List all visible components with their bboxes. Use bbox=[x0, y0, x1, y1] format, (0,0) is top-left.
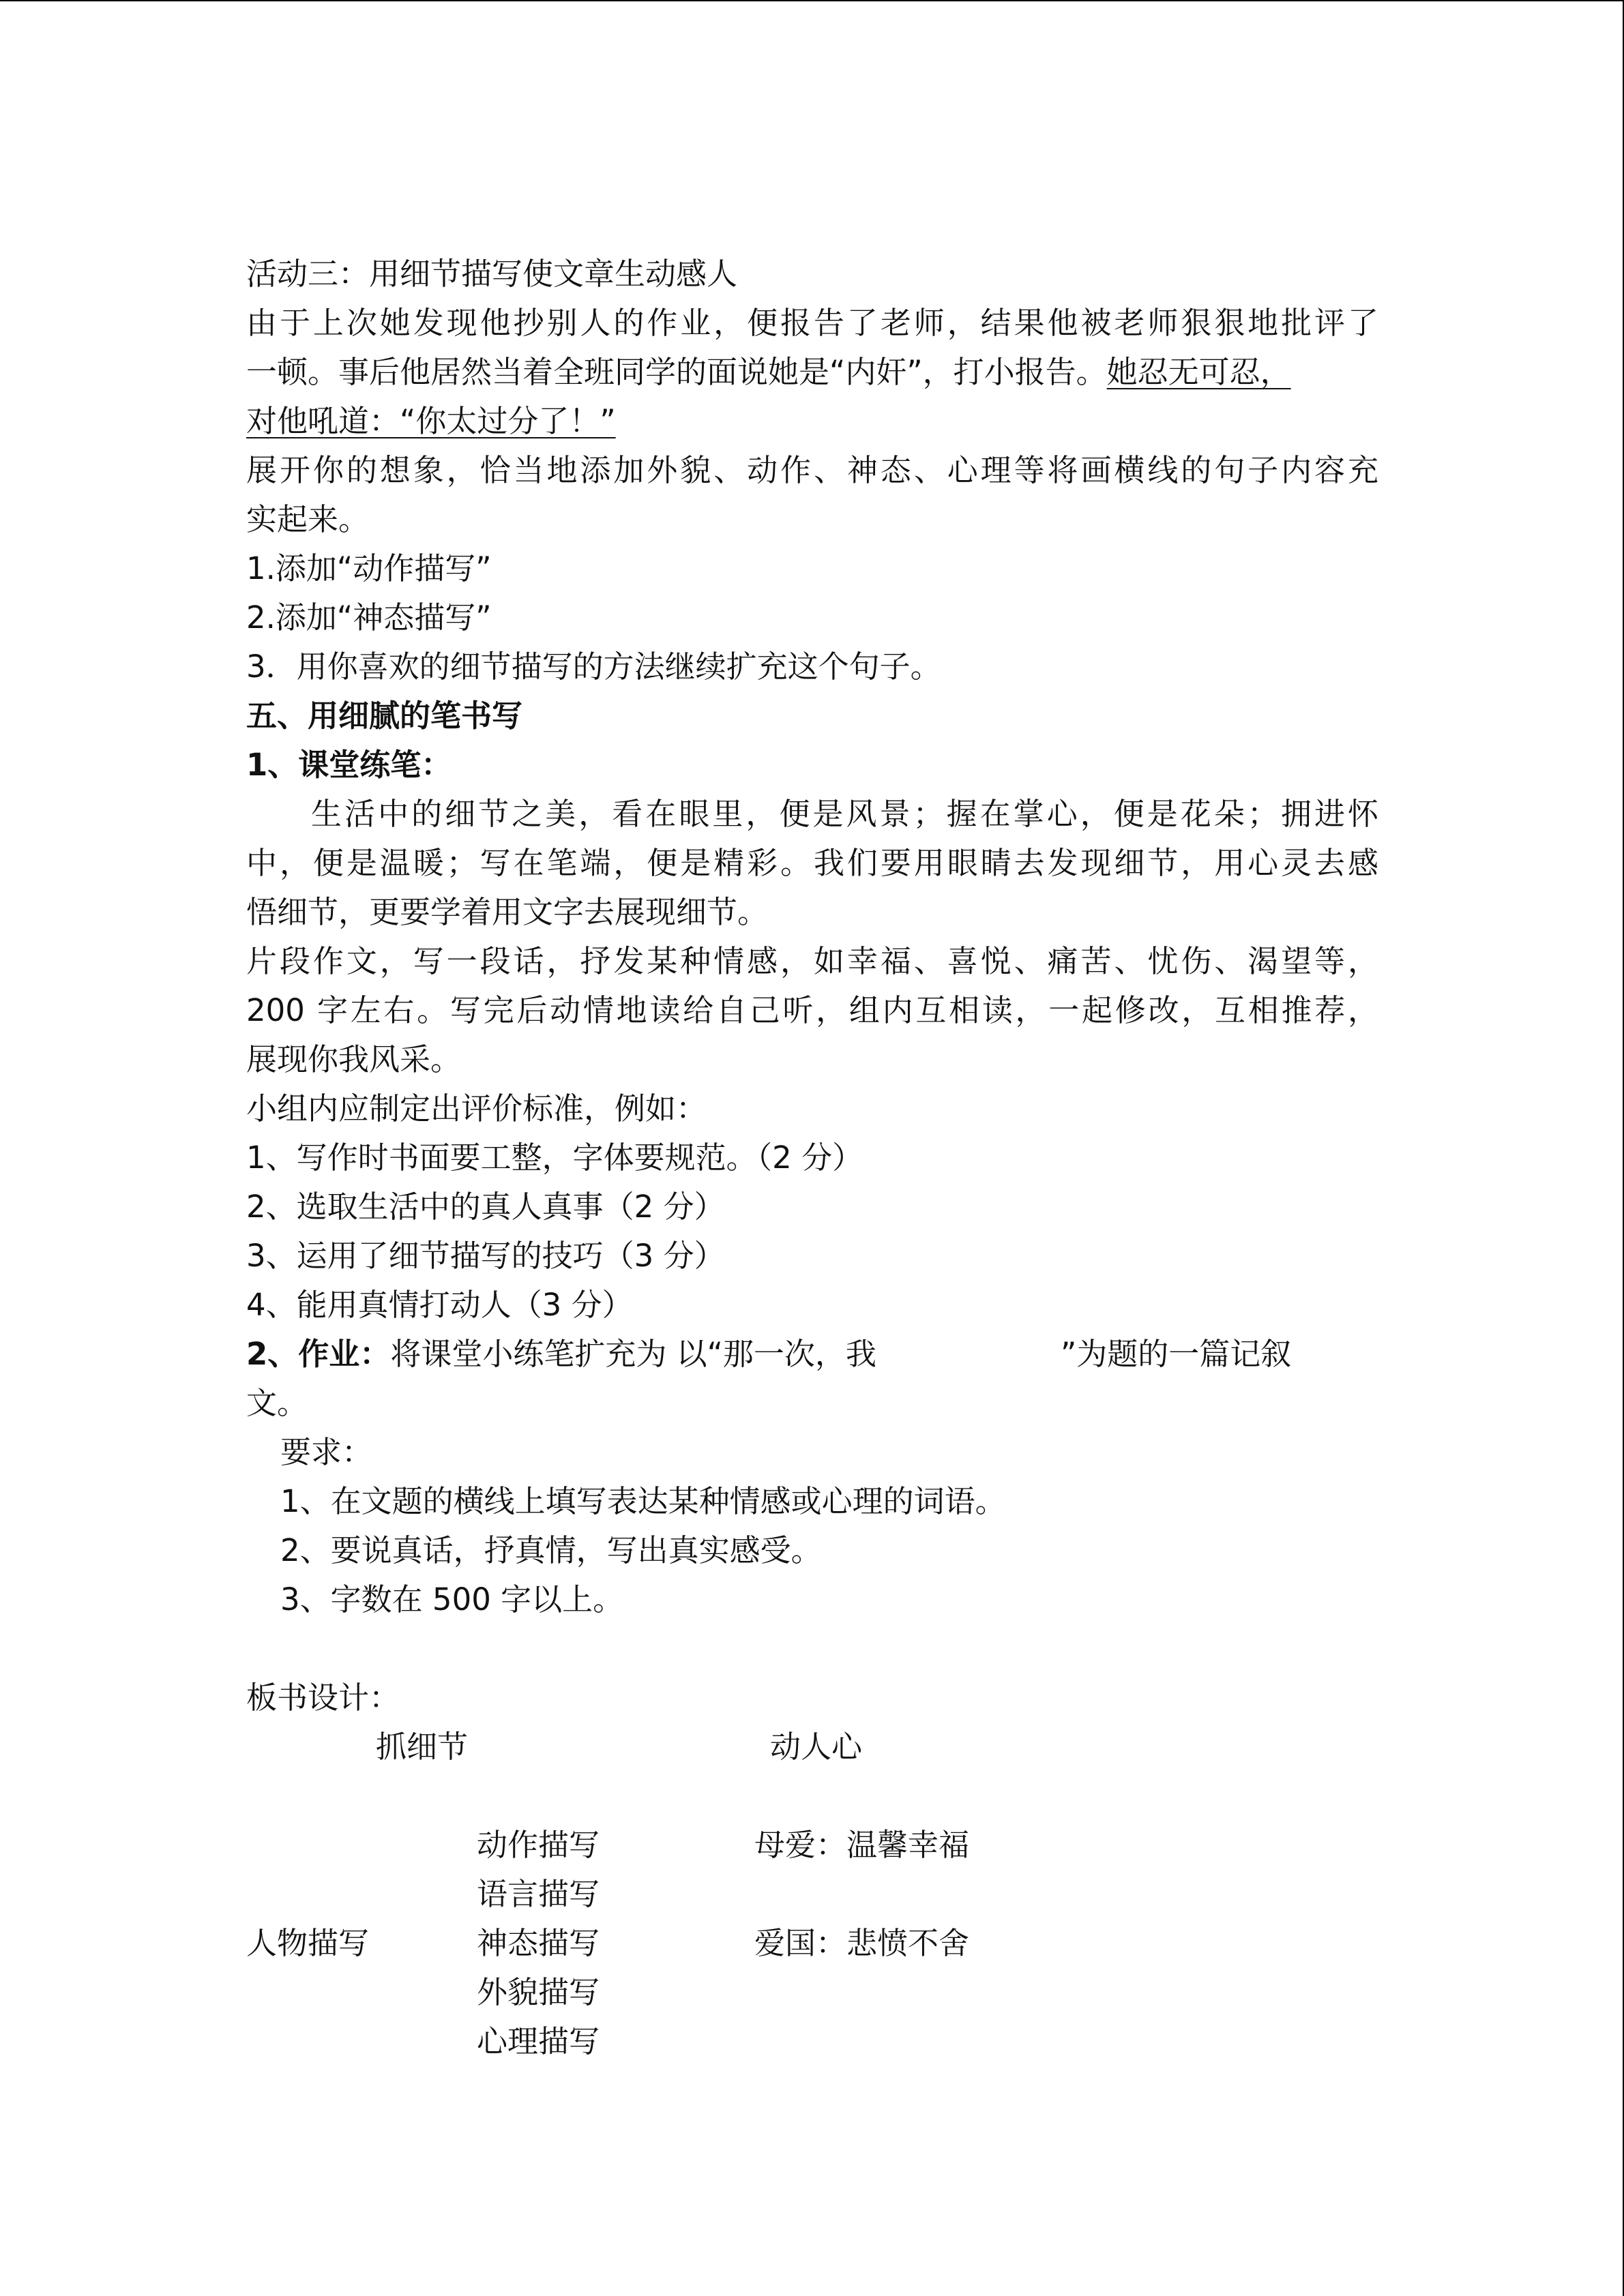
homework-text-part-2: ”为题的一篇记叙 bbox=[1060, 1336, 1292, 1372]
requirements-label: 要求： bbox=[280, 1434, 373, 1470]
board-design-label: 板书设计： bbox=[246, 1680, 400, 1716]
underlined-sentence-part-1: 她忍无可忍， bbox=[1106, 354, 1291, 390]
requirement-3: 3、字数在 500 字以上。 bbox=[280, 1581, 624, 1617]
criterion-2: 2、选取生活中的真人真事（2 分） bbox=[246, 1189, 725, 1225]
writing-task-line-1: 片段作文，写一段话，抒发某种情感，如幸福、喜悦、痛苦、忧伤、渴望等， bbox=[246, 943, 1378, 979]
story-paragraph-line-3 bbox=[246, 397, 1378, 446]
board-effect-patriotism: 爱国：悲愤不舍 bbox=[754, 1925, 970, 1961]
task-instruction-line-1: 展开你的想象，恰当地添加外貌、动作、神态、心理等将画横线的句子内容充 bbox=[246, 452, 1378, 488]
page-top-border bbox=[0, 0, 1624, 1]
board-method-language: 语言描写 bbox=[477, 1876, 600, 1912]
writing-task-line-2: 200 字左右。写完后动情地读给自己听，组内互相读，一起修改，互相推荐， bbox=[246, 992, 1378, 1028]
criteria-intro: 小组内应制定出评价标准，例如： bbox=[246, 1090, 707, 1127]
underlined-sentence-part-2: 对他吼道：“你太过分了！” bbox=[246, 403, 616, 439]
requirement-2: 2、要说真话，抒真情，写出真实感受。 bbox=[280, 1532, 822, 1568]
board-effect-maternal-love: 母爱：温馨幸福 bbox=[754, 1827, 970, 1863]
story-text: 一顿。事后他居然当着全班同学的面说她是“内奸”，打小报告。 bbox=[246, 354, 1107, 390]
activity-item-1: 1.添加“动作描写” bbox=[246, 550, 492, 586]
criterion-4: 4、能用真情打动人（3 分） bbox=[246, 1287, 633, 1323]
criterion-1: 1、写作时书面要工整，字体要规范。（2 分） bbox=[246, 1139, 863, 1176]
writing-task-line-3: 展现你我风采。 bbox=[246, 1041, 462, 1077]
board-method-psychology: 心理描写 bbox=[477, 2023, 600, 2059]
board-design bbox=[246, 1723, 1378, 2118]
task-instruction-line-2: 实起来。 bbox=[246, 501, 370, 537]
intro-paragraph-line-2: 中，便是温暖；写在笔端，便是精彩。我们要用眼睛去发现细节，用心灵去感 bbox=[246, 845, 1378, 881]
board-left-header: 抓细节 bbox=[376, 1729, 469, 1765]
document-body bbox=[246, 250, 1378, 2118]
activity-item-2: 2.添加“神态描写” bbox=[246, 599, 492, 636]
requirement-1: 1、在文题的横线上填写表达某种情感或心理的词语。 bbox=[280, 1483, 1006, 1519]
activity-item-3: 3．用你喜欢的细节描写的方法继续扩充这个句子。 bbox=[246, 648, 941, 685]
board-method-action: 动作描写 bbox=[477, 1827, 600, 1863]
board-category: 人物描写 bbox=[246, 1925, 370, 1961]
homework-line-1 bbox=[246, 1330, 1378, 1379]
homework-text-part-1: 将课堂小练笔扩充为 以“那一次，我 bbox=[390, 1336, 876, 1372]
homework-line-2: 文。 bbox=[246, 1385, 308, 1421]
story-paragraph-line-1: 由于上次她发现他抄别人的作业，便报告了老师，结果他被老师狠狠地批评了 bbox=[246, 305, 1378, 341]
board-right-header: 动人心 bbox=[770, 1729, 863, 1765]
section-five-heading: 五、用细腻的笔书写 bbox=[246, 698, 523, 734]
activity-three-title: 活动三：用细节描写使文章生动感人 bbox=[246, 256, 738, 292]
intro-paragraph-line-1: 生活中的细节之美，看在眼里，便是风景；握在掌心，便是花朵；拥进怀 bbox=[311, 796, 1378, 832]
board-method-appearance: 外貌描写 bbox=[477, 1974, 600, 2010]
classroom-practice-heading: 1、课堂练笔： bbox=[246, 747, 452, 783]
blank-line bbox=[246, 1624, 1378, 1673]
intro-paragraph-line-3: 悟细节，更要学着用文字去展现细节。 bbox=[246, 894, 769, 930]
board-method-expression: 神态描写 bbox=[477, 1925, 600, 1961]
criterion-3: 3、运用了细节描写的技巧（3 分） bbox=[246, 1238, 725, 1274]
homework-label: 2、作业： bbox=[246, 1336, 391, 1372]
story-paragraph-line-2 bbox=[246, 348, 1378, 397]
